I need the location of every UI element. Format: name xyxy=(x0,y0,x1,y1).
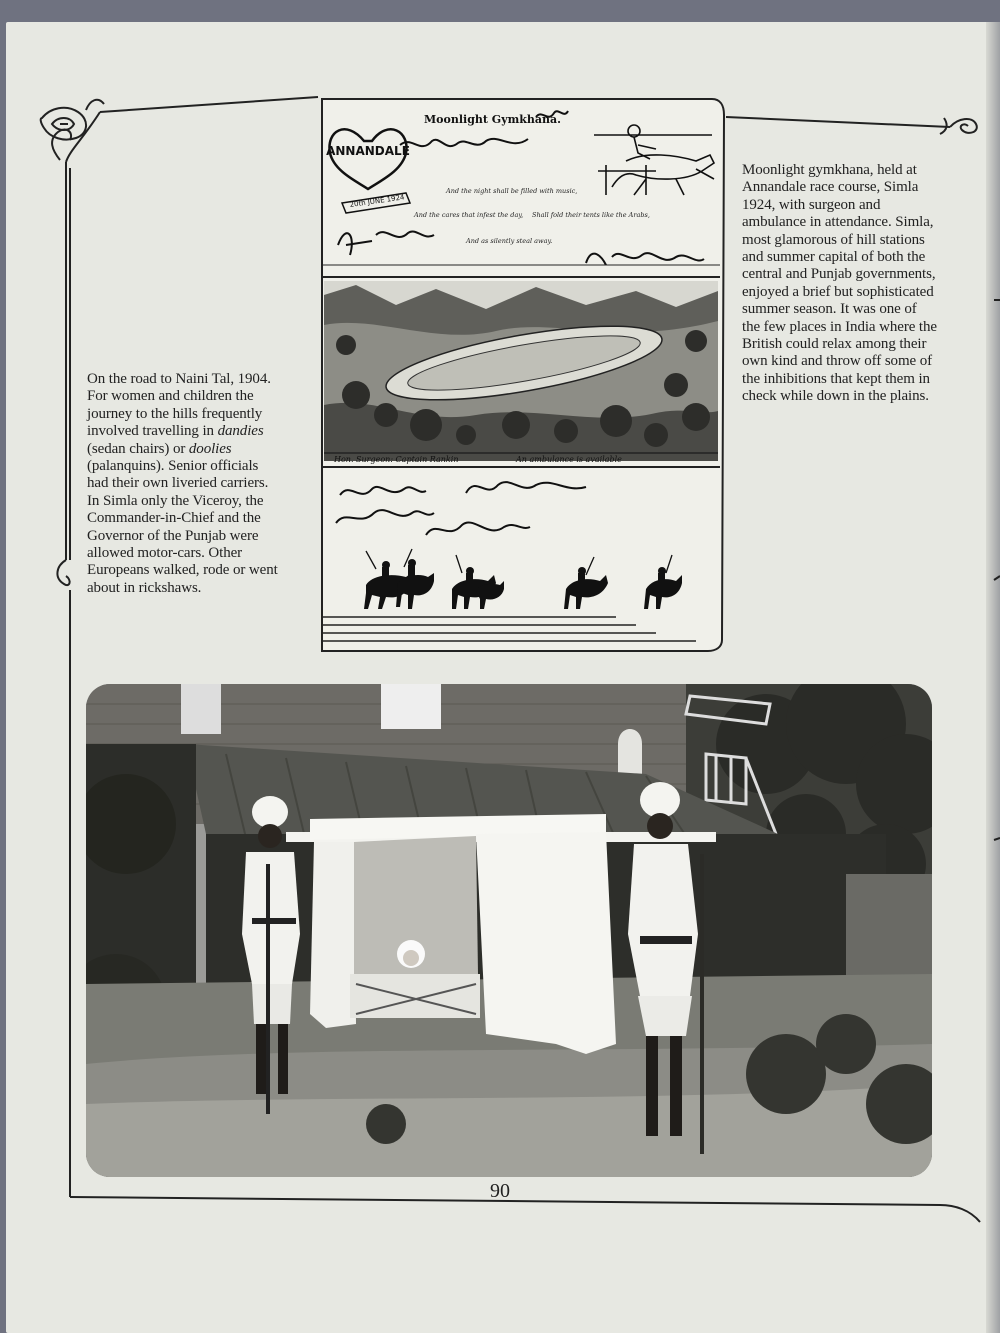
page-number: 90 xyxy=(490,1180,510,1202)
date-ribbon-label: 20th JUNE 1924 xyxy=(349,193,405,209)
heart-annandale-label: ANNANDALE xyxy=(326,144,410,158)
photograph-doolie-carriers xyxy=(86,684,932,1177)
poem-line-3: Shall fold their tents like the Arabs, xyxy=(532,211,650,219)
sketch-caption-left: Hon. Surgeon: Captain Rankin xyxy=(334,455,459,464)
caption-naini-tal xyxy=(87,371,279,597)
caption-left-doolies: doolies xyxy=(188,440,232,457)
caption-left-text-end: (palanquins). Senior officials had their own liveried carriers. In Simla only the Viceroy, the Commander-in-Chief and the Governor of the Punjab were allowed motor-cars. Other Europeans walked, rode or went about in rickshaws. xyxy=(87,458,278,596)
caption-left-dandies: dandies xyxy=(217,423,264,440)
poem-line-4: And as silently steal away. xyxy=(466,237,553,245)
ephemera-artwork xyxy=(316,95,726,655)
photo-artwork xyxy=(86,684,932,1177)
ephemera-title: Moonlight Gymkhana. xyxy=(424,113,561,126)
sketch-caption-right: An ambulance is available xyxy=(516,455,622,464)
caption-moonlight-gymkhana: Moonlight gymkhana, held at Annandale race course, Simla 1924, with surgeon and ambulance in attendance. Simla, most glamorous of hill stations and summer capital of both the central and Punjab governments, enjoyed a brief but sophisticated summer season. It was one of the few places in India where the British could relax among their own kind and throw off some of the inhibitions that kept them in check while down in the plains. xyxy=(742,162,937,405)
gymkhana-ephemera xyxy=(316,95,726,655)
racecourse-sketch xyxy=(324,281,718,464)
caption-left-text-start: On the road to Naini Tal, 1904. For women and children the journey to the hills frequently involved travelling in xyxy=(87,371,271,440)
poem-line-2: And the cares that infest the day, xyxy=(414,211,524,219)
poem-line-1: And the night shall be filled with music, xyxy=(446,187,578,195)
caption-left-text-mid: (sedan chairs) or xyxy=(87,440,189,457)
